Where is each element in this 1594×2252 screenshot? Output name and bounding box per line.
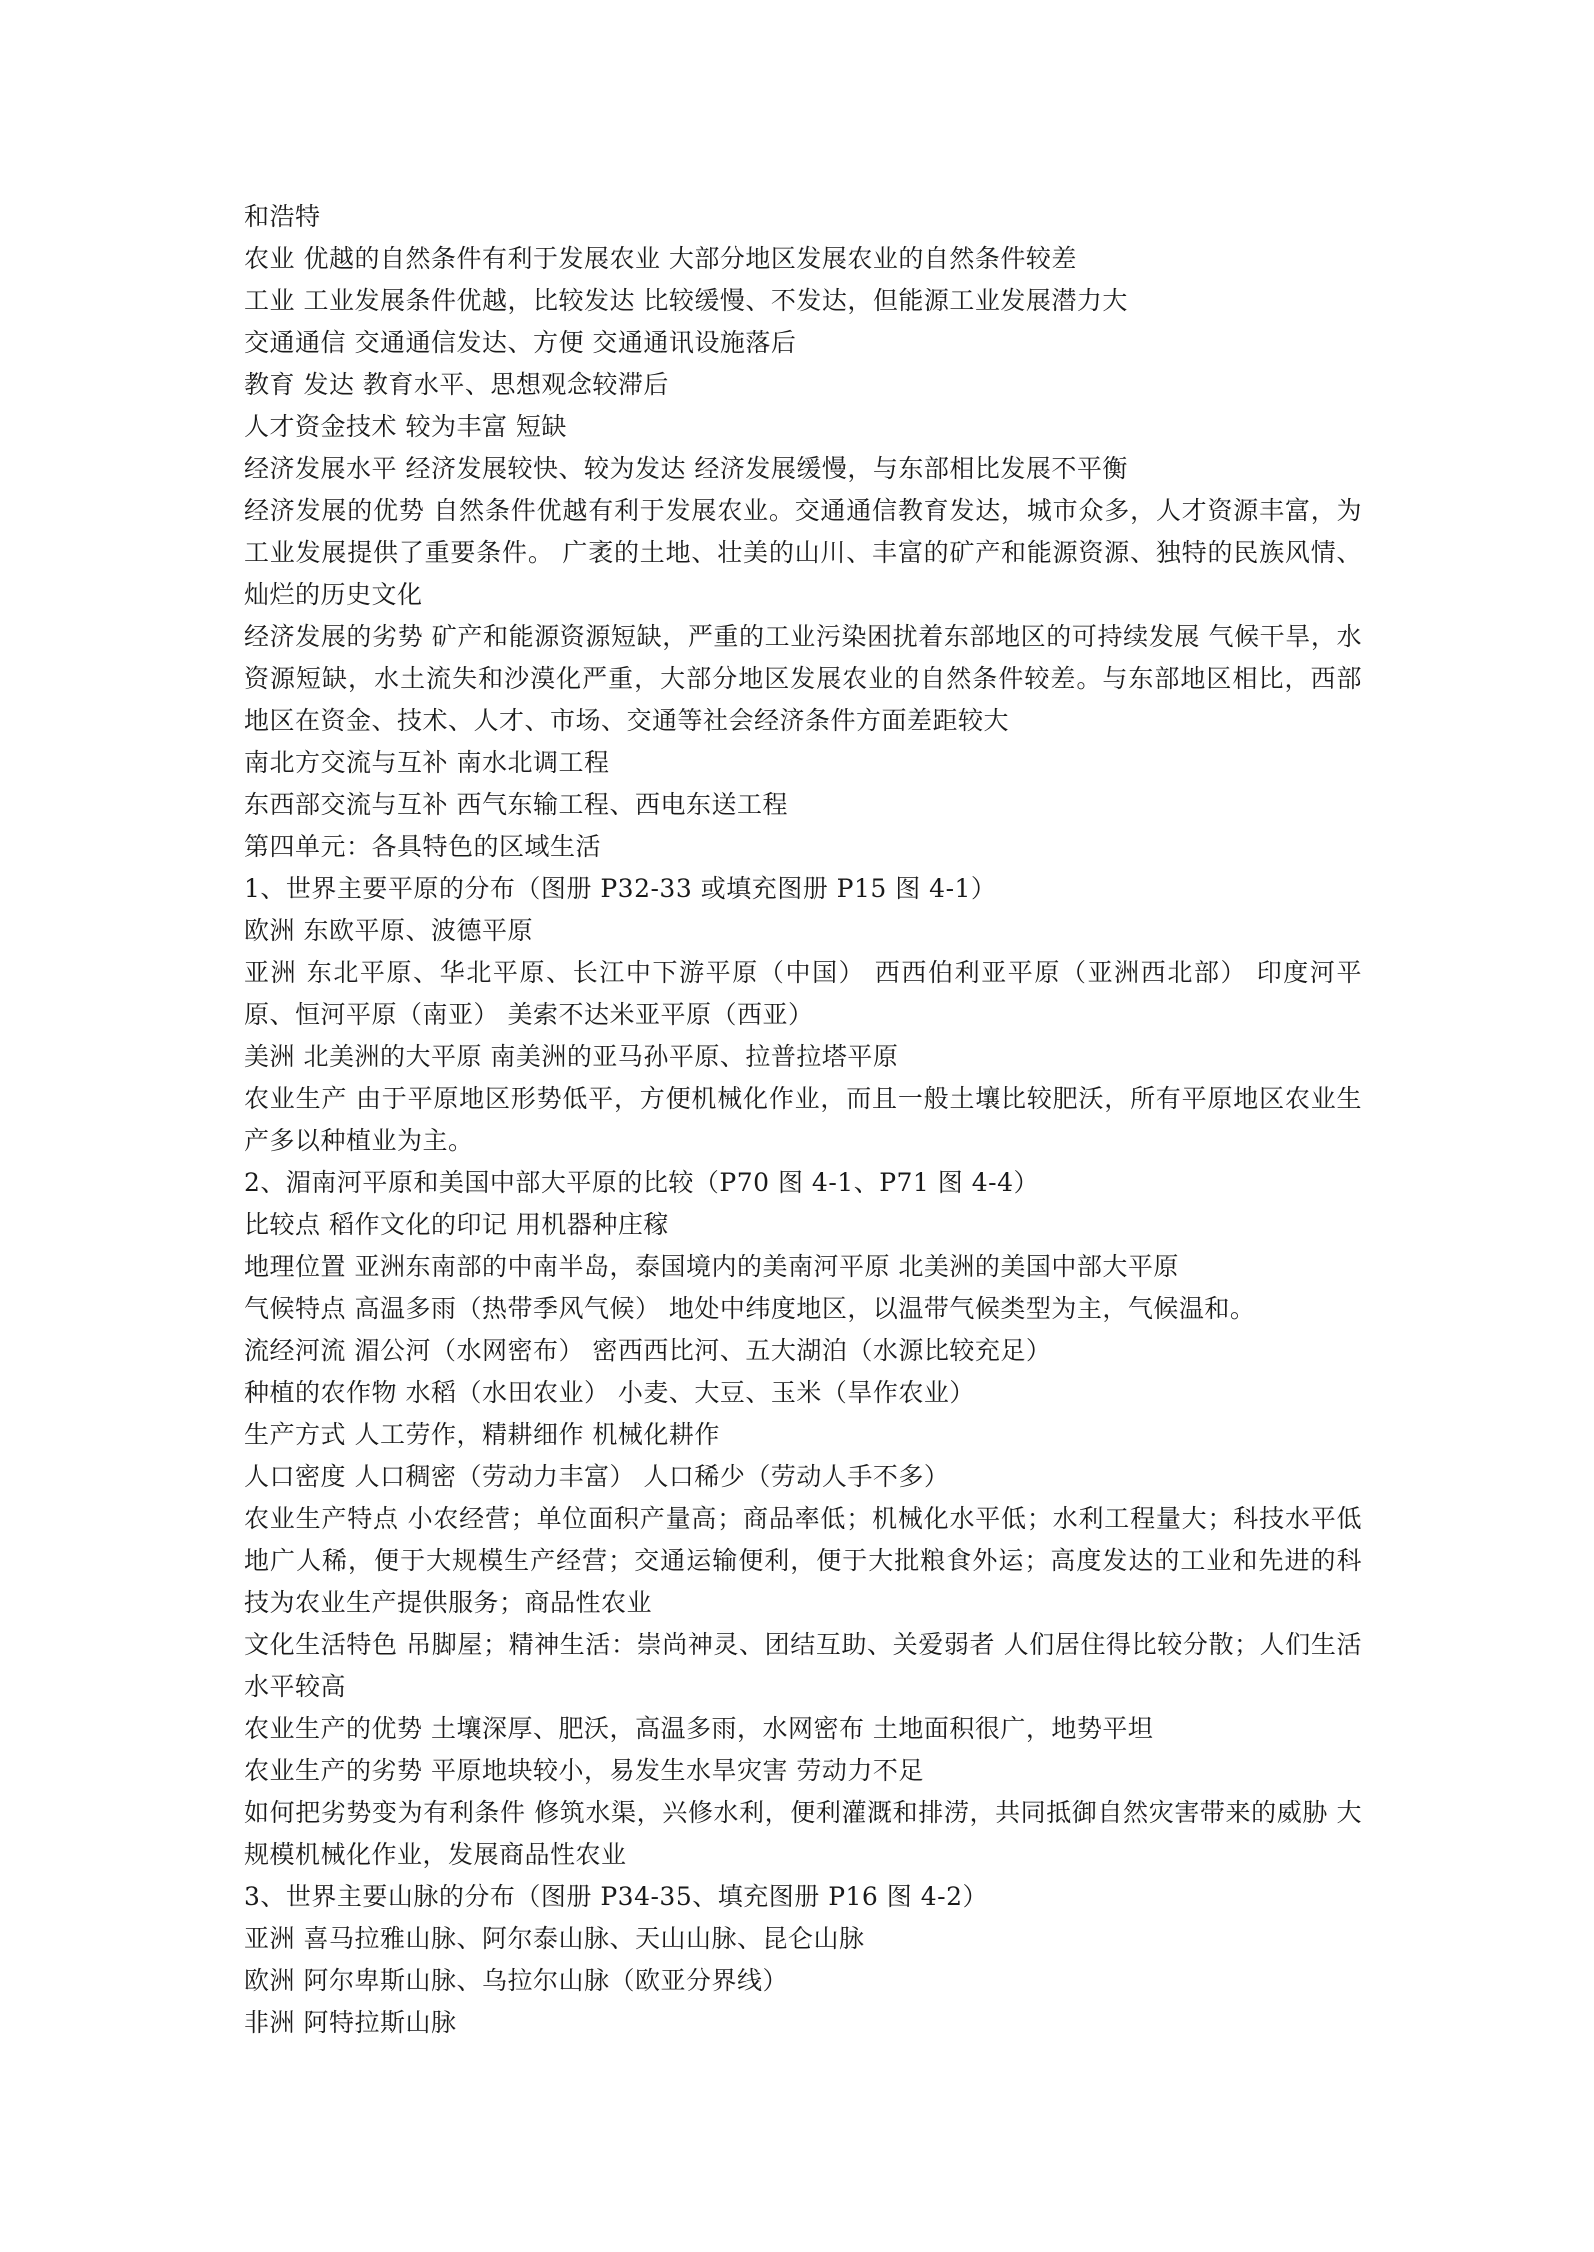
subsection-heading: 1、世界主要平原的分布（图册 P32-33 或填充图册 P15 图 4-1） xyxy=(244,874,997,903)
document-page xyxy=(244,196,1362,2044)
text-paragraph: 如何把劣势变为有利条件 修筑水渠，兴修水利，便利灌溉和排涝，共同抵御自然灾害带来的威胁 大规模机械化作业，发展商品性农业 xyxy=(244,1798,1362,1869)
text-line: 地理位置 亚洲东南部的中南半岛，泰国境内的美南河平原 北美洲的美国中部大平原 xyxy=(244,1252,1179,1281)
text-paragraph: 经济发展的优势 自然条件优越有利于发展农业。交通通信教育发达，城市众多，人才资源丰富，为工业发展提供了重要条件。 广袤的土地、壮美的山川、丰富的矿产和能源资源、独特的民族风情、灿烂的历史文化 xyxy=(244,496,1362,609)
text-line: 欧洲 阿尔卑斯山脉、乌拉尔山脉（欧亚分界线） xyxy=(244,1966,788,1995)
text-line: 非洲 阿特拉斯山脉 xyxy=(244,2008,457,2037)
text-line: 人口密度 人口稠密（劳动力丰富） 人口稀少（劳动人手不多） xyxy=(244,1462,950,1491)
text-line: 农业生产的劣势 平原地块较小，易发生水旱灾害 劳动力不足 xyxy=(244,1756,924,1785)
text-line: 生产方式 人工劳作，精耕细作 机械化耕作 xyxy=(244,1420,720,1449)
text-line: 美洲 北美洲的大平原 南美洲的亚马孙平原、拉普拉塔平原 xyxy=(244,1042,899,1071)
text-line: 工业 工业发展条件优越，比较发达 比较缓慢、不发达，但能源工业发展潜力大 xyxy=(244,286,1128,315)
text-paragraph: 亚洲 东北平原、华北平原、长江中下游平原（中国） 西西伯利亚平原（亚洲西北部） 印度河平原、恒河平原（南亚） 美索不达米亚平原（西亚） xyxy=(244,958,1362,1029)
text-line: 南北方交流与互补 南水北调工程 xyxy=(244,748,610,777)
text-line: 经济发展水平 经济发展较快、较为发达 经济发展缓慢，与东部相比发展不平衡 xyxy=(244,454,1128,483)
text-line: 东西部交流与互补 西气东输工程、西电东送工程 xyxy=(244,790,788,819)
text-line: 农业 优越的自然条件有利于发展农业 大部分地区发展农业的自然条件较差 xyxy=(244,244,1077,273)
text-paragraph: 农业生产 由于平原地区形势低平，方便机械化作业，而且一般土壤比较肥沃，所有平原地区农业生产多以种植业为主。 xyxy=(244,1084,1362,1155)
section-heading: 第四单元：各具特色的区域生活 xyxy=(244,832,602,861)
text-line: 欧洲 东欧平原、波德平原 xyxy=(244,916,533,945)
text-line: 亚洲 喜马拉雅山脉、阿尔泰山脉、天山山脉、昆仑山脉 xyxy=(244,1924,865,1953)
text-line: 比较点 稻作文化的印记 用机器种庄稼 xyxy=(244,1210,669,1239)
subsection-heading: 3、世界主要山脉的分布（图册 P34-35、填充图册 P16 图 4-2） xyxy=(244,1882,988,1911)
text-line: 种植的农作物 水稻（水田农业） 小麦、大豆、玉米（旱作农业） xyxy=(244,1378,975,1407)
text-line: 教育 发达 教育水平、思想观念较滞后 xyxy=(244,370,669,399)
text-line: 流经河流 湄公河（水网密布） 密西西比河、五大湖泊（水源比较充足） xyxy=(244,1336,1052,1365)
text-line: 农业生产的优势 土壤深厚、肥沃，高温多雨，水网密布 土地面积很广，地势平坦 xyxy=(244,1714,1154,1743)
text-paragraph: 经济发展的劣势 矿产和能源资源短缺，严重的工业污染困扰着东部地区的可持续发展 气候干旱，水资源短缺，水土流失和沙漠化严重，大部分地区发展农业的自然条件较差。与东部地区相比，西部地区在资金、技术、人才、市场、交通等社会经济条件方面差距较大 xyxy=(244,622,1362,735)
text-line: 人才资金技术 较为丰富 短缺 xyxy=(244,412,567,441)
text-paragraph: 文化生活特色 吊脚屋；精神生活：崇尚神灵、团结互助、关爱弱者 人们居住得比较分散；人们生活水平较高 xyxy=(244,1630,1362,1701)
subsection-heading: 2、湄南河平原和美国中部大平原的比较（P70 图 4-1、P71 图 4-4） xyxy=(244,1168,1039,1197)
text-paragraph: 农业生产特点 小农经营；单位面积产量高；商品率低；机械化水平低；水利工程量大；科技水平低 地广人稀，便于大规模生产经营；交通运输便利，便于大批粮食外运；高度发达的工业和先进的科技为农业生产提供服务；商品性农业 xyxy=(244,1504,1362,1617)
text-line: 交通通信 交通通信发达、方便 交通通讯设施落后 xyxy=(244,328,797,357)
text-line: 和浩特 xyxy=(244,202,321,231)
text-line: 气候特点 高温多雨（热带季风气候） 地处中纬度地区，以温带气候类型为主，气候温和。 xyxy=(244,1294,1256,1323)
